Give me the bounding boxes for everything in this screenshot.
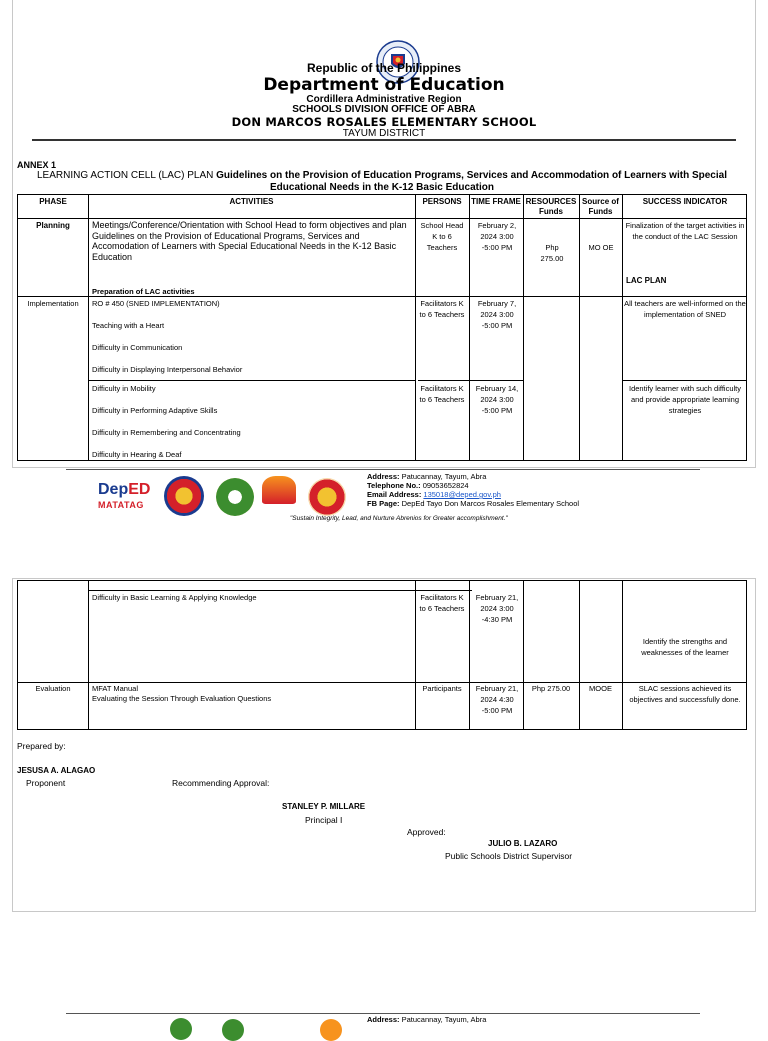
- footer-email-link[interactable]: 135018@deped.gov.ph: [423, 490, 501, 499]
- bagong-pilipinas-logo: [164, 476, 204, 516]
- impl-activity-9: Difficulty in Basic Learning & Applying Knowledge: [92, 593, 257, 602]
- footer-address-page-3: Address: Patucannay, Tayum, Abra: [367, 1015, 487, 1024]
- footer-address: Patucannay, Tayum, Abra: [401, 472, 487, 481]
- division-heading: SCHOOLS DIVISION OFFICE OF ABRA: [292, 104, 476, 115]
- impl-activity-2: Teaching with a Heart: [92, 321, 165, 330]
- republic-heading: Republic of the Philippines: [306, 61, 461, 75]
- impl-activity-6: Difficulty in Performing Adaptive Skills: [92, 406, 218, 415]
- eval-success: SLAC sessions achieved its objectives and successfully done.: [629, 684, 741, 704]
- planning-resources: Php 275.00: [540, 243, 564, 263]
- flame-logo-partial: [320, 1019, 342, 1041]
- footer-contact-block: Address: Patucannay, Tayum, Abra Telephone No.: 09053652824 Email Address: 135018@deped.gov.ph FB Page: DepEd Tayo Don Marcos Rosales Elementary School: [367, 472, 580, 508]
- lac-plan-table: [17, 194, 747, 461]
- header-phase: PHASE: [39, 197, 67, 206]
- eval-activity-2: Evaluating the Session Through Evaluation Questions: [92, 694, 272, 703]
- header-time-frame: TIME FRAME: [471, 197, 521, 206]
- district-heading: TAYUM DISTRICT: [342, 128, 426, 139]
- planning-activity: Meetings/Conference/Orientation with School Head to form objectives and plan Guidelines on the Provision of Educational Programs, Services and Accomodation of Learners with Special Educational Needs in the K-12 Basic Education: [92, 220, 407, 262]
- department-heading: Department of Education: [263, 75, 505, 95]
- impl-activity-3: Difficulty in Communication: [92, 343, 183, 352]
- prepared-by-label: Prepared by:: [17, 741, 66, 751]
- footer-divider: [66, 469, 700, 470]
- province-seal-logo-partial: [170, 1018, 192, 1040]
- principal-role: Principal I: [305, 815, 343, 825]
- planning-activity-sub: Preparation of LAC activities: [92, 287, 195, 296]
- impl-activity-1: RO # 450 (SNED IMPLEMENTATION): [92, 299, 220, 308]
- school-seal-logo-partial: [222, 1019, 244, 1041]
- planning-success-sub: LAC PLAN: [626, 276, 667, 285]
- phase-planning: Planning: [36, 221, 70, 230]
- eval-persons: Participants: [422, 684, 462, 693]
- eval-resources: Php 275.00: [531, 684, 571, 693]
- footer-logos: [98, 474, 358, 520]
- lac-plan-table-continued: [17, 580, 747, 730]
- supervisor-role: Public Schools District Supervisor: [445, 851, 573, 861]
- school-seal-logo: [308, 478, 346, 516]
- province-seal-logo: [216, 478, 254, 516]
- principal-name: STANLEY P. MILLARE: [282, 802, 366, 811]
- impl-group1-success: All teachers are well-informed on the implementation of SNED: [624, 299, 746, 319]
- deped-logo: DepED: [98, 481, 151, 498]
- eval-activity-1: MFAT Manual: [92, 684, 138, 693]
- impl-activity-7: Difficulty in Remembering and Concentrating: [92, 428, 241, 437]
- impl-group3-success: Identify the strengths and weaknesses of the learner: [641, 637, 729, 657]
- impl-activity-5: Difficulty in Mobility: [92, 384, 156, 393]
- planning-time: February 2, 2024 3:00 -5:00 PM: [477, 221, 517, 252]
- header-divider: [32, 139, 736, 141]
- school-heading: DON MARCOS ROSALES ELEMENTARY SCHOOL: [231, 115, 537, 129]
- impl-group2-time: February 14, 2024 3:00 -5:00 PM: [475, 384, 519, 415]
- impl-group1-time: February 7, 2024 3:00 -5:00 PM: [477, 299, 517, 330]
- footer-motto: "Sustain Integrity, Lead, and Nurture Abrenios for Greater accomplishment.": [290, 515, 508, 522]
- eval-source: MOOE: [589, 684, 612, 693]
- matatag-logo: MATATAG: [98, 500, 144, 510]
- header-resources: RESOURCES Funds: [525, 197, 577, 216]
- eval-time: February 21, 2024 4:30 -5:00 PM: [475, 684, 519, 715]
- impl-group3-persons: Facilitators K to 6 Teachers: [419, 593, 465, 613]
- planning-persons: School Head K to 6 Teachers: [420, 221, 464, 252]
- header-persons: PERSONS: [422, 197, 462, 206]
- proponent-name: JESUSA A. ALAGAO: [17, 766, 96, 775]
- planning-source: MO OE: [588, 243, 614, 252]
- region-heading: Cordillera Administrative Region: [306, 94, 462, 105]
- plan-title: [17, 170, 747, 194]
- approved-label: Approved:: [407, 827, 446, 837]
- impl-group2-persons: Facilitators K to 6 Teachers: [419, 384, 465, 404]
- header-source: Source of Funds: [582, 197, 619, 216]
- impl-activity-4: Difficulty in Displaying Interpersonal Behavior: [92, 365, 243, 374]
- impl-group2-success: Identify learner with such difficulty and provide appropriate learning strategies: [629, 384, 741, 415]
- footer-telephone: 09053652824: [422, 481, 469, 490]
- impl-group1-persons: Facilitators K to 6 Teachers: [419, 299, 465, 319]
- footer-fb-page: DepEd Tayo Don Marcos Rosales Elementary School: [401, 499, 580, 508]
- flame-logo: [262, 476, 296, 504]
- impl-group3-time: February 21, 2024 3:00 -4:30 PM: [475, 593, 519, 624]
- phase-evaluation: Evaluation: [35, 684, 71, 693]
- header-success-indicator: SUCCESS INDICATOR: [642, 197, 728, 206]
- annex-label: ANNEX 1: [17, 160, 57, 170]
- footer-divider-page-3: [66, 1013, 700, 1014]
- impl-activity-8: Difficulty in Hearing & Deaf: [92, 450, 182, 459]
- supervisor-name: JULIO B. LAZARO: [488, 839, 558, 848]
- recommending-approval-label: Recommending Approval:: [172, 778, 270, 788]
- plan-title-lead: LEARNING ACTION CELL (LAC) PLAN: [37, 170, 217, 181]
- proponent-role: Proponent: [26, 778, 66, 788]
- header-activities: ACTIVITIES: [229, 197, 274, 206]
- phase-implementation: Implementation: [27, 299, 79, 308]
- planning-success: Finalization of the target activities in the conduct of the LAC Session: [625, 221, 745, 241]
- plan-title-topic: Guidelines on the Provision of Education Programs, Services and Accommodation of Learners with Special Educational Needs in the K-12 Basic Education: [216, 170, 727, 193]
